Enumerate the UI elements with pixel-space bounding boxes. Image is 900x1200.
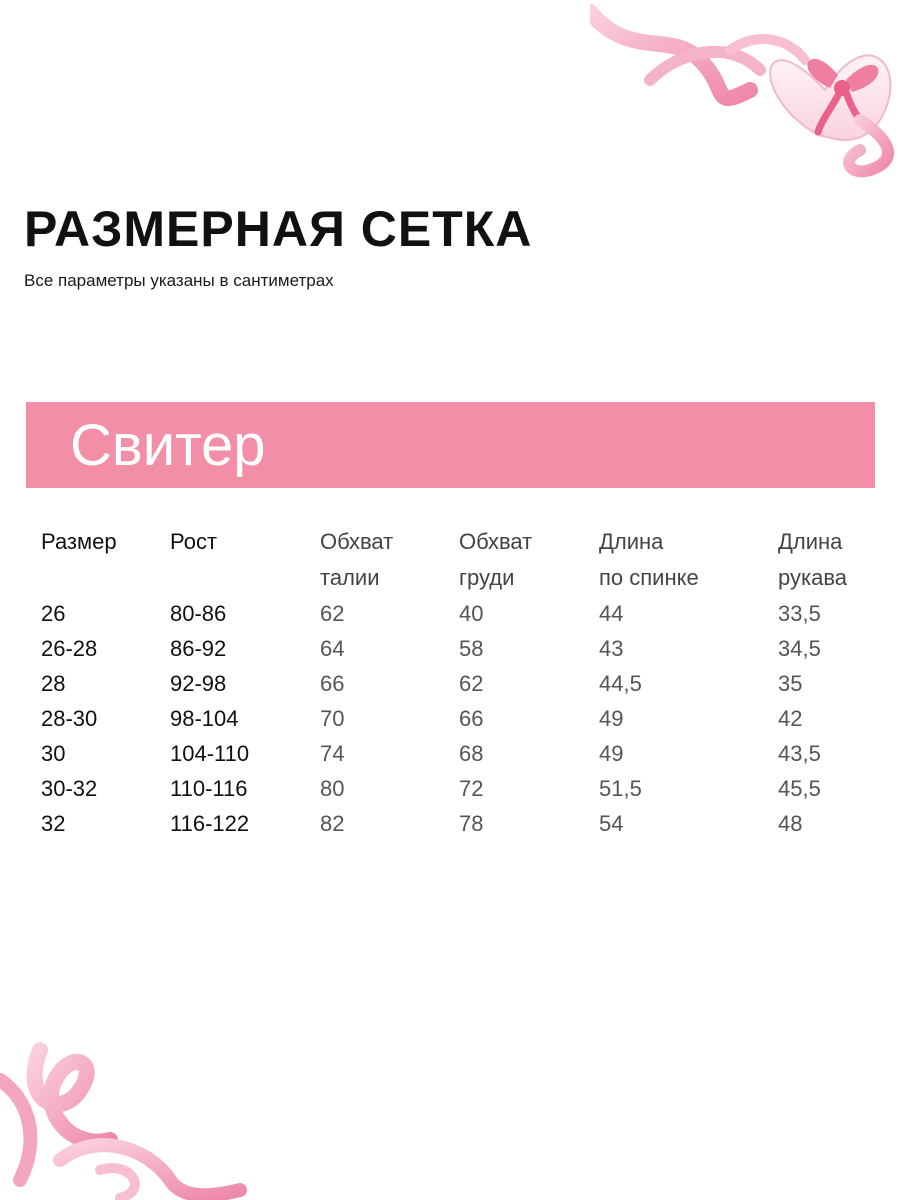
cell-sleeve-length: 43,5 [778,741,821,766]
cell-back-length: 43 [599,636,624,661]
cell-chest: 78 [459,811,484,836]
cell-sleeve-length: 42 [778,706,803,731]
cell-waist: 80 [320,776,345,801]
column-header-sleeve-length: Длина рукава [778,529,848,590]
cell-chest: 66 [459,706,484,731]
column-header-waist: Обхват талии [320,529,394,590]
cell-chest: 68 [459,741,484,766]
column-header-back-length: Длина по спинке [599,529,699,590]
cell-waist: 70 [320,706,345,731]
cell-sleeve-length: 45,5 [778,776,821,801]
cell-size: 30-32 [41,776,98,801]
cell-back-length: 44,5 [599,671,642,696]
cell-sleeve-length: 35 [778,671,803,696]
cell-height: 86-92 [170,636,227,661]
cell-size: 28-30 [41,706,98,731]
product-banner [26,402,875,488]
cell-height: 116-122 [170,811,250,836]
column-header-chest: Обхват груди [459,529,533,590]
cell-waist: 82 [320,811,345,836]
cell-height: 80-86 [170,601,227,626]
table-row [41,596,878,631]
cell-chest: 58 [459,636,484,661]
cell-sleeve-length: 48 [778,811,803,836]
table-row [41,666,878,701]
table-row [41,806,878,841]
cell-back-length: 51,5 [599,776,642,801]
cell-waist: 74 [320,741,345,766]
cell-size: 32 [41,811,66,836]
cell-sleeve-length: 34,5 [778,636,821,661]
cell-chest: 72 [459,776,484,801]
table-row [41,701,878,736]
cell-height: 92-98 [170,671,227,696]
cell-back-length: 44 [599,601,624,626]
cell-back-length: 54 [599,811,624,836]
product-name: Свитер [70,413,266,478]
cell-sleeve-length: 33,5 [778,601,821,626]
column-header-height: Рост [170,529,218,554]
cell-back-length: 49 [599,706,624,731]
size-table [41,524,878,841]
cell-waist: 64 [320,636,345,661]
cell-size: 28 [41,671,66,696]
cell-waist: 62 [320,601,345,626]
table-row [41,631,878,666]
table-row [41,771,878,806]
cell-height: 104-110 [170,741,250,766]
cell-back-length: 49 [599,741,624,766]
cell-height: 110-116 [170,776,248,801]
cell-waist: 66 [320,671,345,696]
cell-size: 26 [41,601,66,626]
ribbon-gift-decoration [590,0,900,200]
table-header-row [41,524,878,596]
cell-chest: 62 [459,671,484,696]
cell-chest: 40 [459,601,484,626]
cell-height: 98-104 [170,706,239,731]
column-header-size: Размер [41,529,117,554]
cell-size: 26-28 [41,636,98,661]
cell-size: 30 [41,741,66,766]
ribbon-curl-decoration [0,1040,260,1200]
page-title: РАЗМЕРНАЯ СЕТКА [24,201,533,257]
table-row [41,736,878,771]
page-subtitle: Все параметры указаны в сантиметрах [24,271,334,290]
